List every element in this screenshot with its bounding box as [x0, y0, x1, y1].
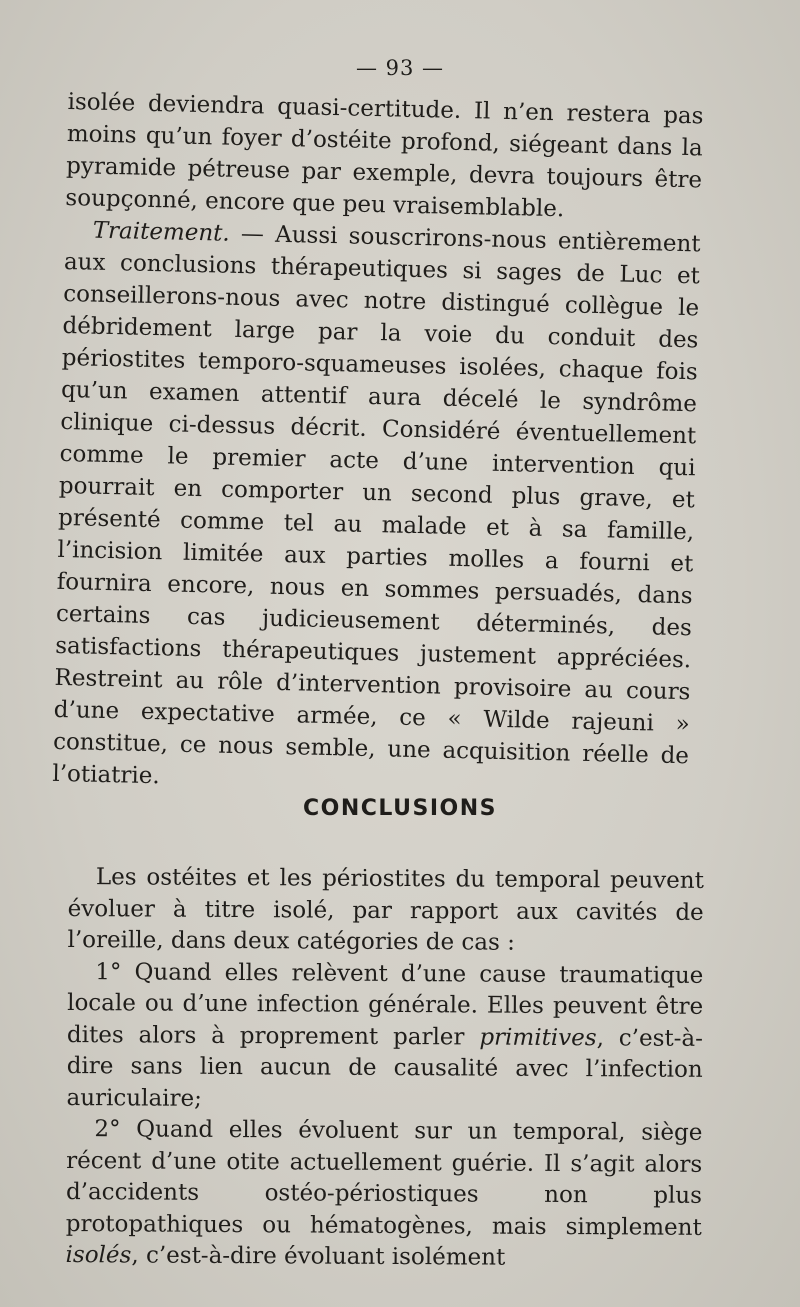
- continuation-paragraph: isolée deviendra quasi-certitude. Il n’en restera pas moins qu’un foyer d’ostéite profond, siégeant dans la pyramide pétreuse par exemple, devra toujours être soupçonné, encore que peu vraisemblable.: [65, 88, 704, 223]
- item-2-text-start: 2° Quand elles évoluent sur un temporal, siège récent d’une otite actuellement guérie. Il s’agit alors d’accidents ostéo-périostiques non plus protopathiques ou hématogènes, mais simplement: [65, 1116, 703, 1241]
- conclusions-intro: Les ostéites et les périostites du temporal peuvent évoluer à titre isolé, par rapport aux cavités de l’oreille, dans deux catégories de cas :: [67, 864, 704, 956]
- conclusions-text-block: [65, 862, 703, 1275]
- upper-text-block: [52, 86, 704, 804]
- conclusions-heading: CONCLUSIONS: [303, 796, 497, 821]
- traitement-paragraph: [52, 214, 701, 804]
- item-1-text-start: 1° Quand elles relèvent d’une cause traumatique locale ou d’une infection générale. Elles peuvent être dites alors à proprement parler: [66, 958, 704, 1051]
- item-1-text-end: , c’est-à-dire sans lien aucun de causalité avec l’infection auriculaire;: [66, 1024, 704, 1112]
- conclusions-item-2: [65, 1114, 702, 1275]
- traitement-text: — Aussi souscrirons-nous entièrement aux conclusions thérapeutiques si sages de Luc et conseillerons-nous avec notre distingué collègue le débridement large par la voie du conduit des périostites temporo-squameuses isolées, chaque fois qu’un examen attentif aura décelé le syndrôme clinique ci-dessus décrit. Considéré éventuellement comme le premier acte d’une intervention qui pourrait en comporter un second plus grave, et présenté comme tel au malade et à sa famille, l’incision limitée aux parties molles a fourni et fournira encore, nous en sommes persuadés, dans certains cas judicieusement déterminés, des satisfactions thérapeutiques justement appréciées. Restreint au rôle d’intervention provisoire au cours d’une expectative armée, ce « Wilde rajeuni » constitue, ce nous semble, une acquisition réelle de l’otiatrie.: [52, 220, 701, 790]
- item-1-emphasis: primitives: [479, 1024, 597, 1051]
- conclusions-item-1: [66, 956, 703, 1117]
- traitement-title: Traitement.: [92, 217, 231, 247]
- item-2-text-end: , c’est-à-dire évoluant isolément: [131, 1242, 506, 1271]
- page-number: — 93 —: [355, 56, 445, 80]
- item-2-emphasis: isolés: [65, 1241, 132, 1269]
